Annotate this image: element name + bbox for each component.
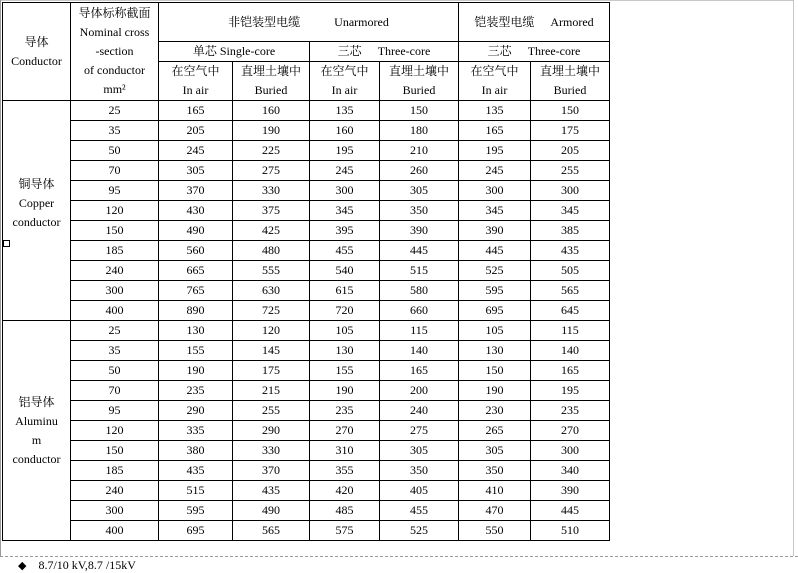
ampacity-cell: 300 xyxy=(531,441,610,461)
cross-section-cell: 150 xyxy=(71,441,159,461)
cross-section-cell: 400 xyxy=(71,521,159,541)
ampacity-cell: 720 xyxy=(310,301,380,321)
three-core-unarmored-zh: 三芯 xyxy=(337,44,362,58)
ampacity-cell: 505 xyxy=(531,261,610,281)
cross-section-cell: 35 xyxy=(71,121,159,141)
section-header-en-2: -section xyxy=(95,44,134,58)
cross-section-cell: 50 xyxy=(71,141,159,161)
table-row xyxy=(3,201,610,221)
ampacity-cell: 725 xyxy=(233,301,310,321)
ampacity-cell: 890 xyxy=(159,301,233,321)
buried-en: Buried xyxy=(254,83,288,97)
ampacity-cell: 555 xyxy=(233,261,310,281)
page-frame-top xyxy=(0,0,794,1)
table-row xyxy=(3,281,610,301)
in-air-header-1 xyxy=(159,62,233,101)
ampacity-cell: 330 xyxy=(233,181,310,201)
three-core-unarmored-en: Three-core xyxy=(377,44,431,58)
ampacity-cell: 540 xyxy=(310,261,380,281)
ampacity-cell: 180 xyxy=(380,121,459,141)
in-air-en: In air xyxy=(481,83,508,97)
ampacity-cell: 345 xyxy=(531,201,610,221)
ampacity-cell: 195 xyxy=(459,141,531,161)
ampacity-cell: 565 xyxy=(233,521,310,541)
ampacity-cell: 190 xyxy=(159,361,233,381)
ampacity-cell: 260 xyxy=(380,161,459,181)
ampacity-cell: 140 xyxy=(531,341,610,361)
ampacity-cell: 435 xyxy=(159,461,233,481)
ampacity-cell: 575 xyxy=(310,521,380,541)
buried-zh: 直埋土壤中 xyxy=(388,64,449,78)
copper-label-line: conductor xyxy=(12,214,61,229)
single-core-zh: 单芯 xyxy=(192,44,217,58)
aluminum-label-line: m xyxy=(31,432,42,447)
armored-header-zh: 铠装型电缆 xyxy=(474,14,535,29)
ampacity-cell: 380 xyxy=(159,441,233,461)
in-air-zh: 在空气中 xyxy=(320,64,369,78)
ampacity-cell: 115 xyxy=(380,321,459,341)
cross-section-cell: 25 xyxy=(71,101,159,121)
single-core-header xyxy=(159,42,310,62)
ampacity-cell: 355 xyxy=(310,461,380,481)
ampacity-cell: 205 xyxy=(159,121,233,141)
cross-section-cell: 120 xyxy=(71,201,159,221)
ampacity-cell: 425 xyxy=(233,221,310,241)
single-core-en: Single-core xyxy=(219,44,276,58)
ampacity-cell: 550 xyxy=(459,521,531,541)
ampacity-cell: 445 xyxy=(459,241,531,261)
buried-en: Buried xyxy=(553,83,587,97)
armored-header-en: Armored xyxy=(550,14,594,29)
cross-section-cell: 240 xyxy=(71,481,159,501)
ampacity-cell: 255 xyxy=(531,161,610,181)
ampacity-cell: 105 xyxy=(459,321,531,341)
table-row xyxy=(3,321,610,341)
buried-zh: 直埋土壤中 xyxy=(240,64,301,78)
table-row xyxy=(3,261,610,281)
aluminum-label-line: Aluminu xyxy=(15,413,58,428)
buried-header-1 xyxy=(233,62,310,101)
ampacity-cell: 175 xyxy=(233,361,310,381)
ampacity-cell: 695 xyxy=(159,521,233,541)
in-air-header-3 xyxy=(459,62,531,101)
copper-conductor-label xyxy=(3,101,71,321)
buried-header-3 xyxy=(531,62,610,101)
table-row xyxy=(3,341,610,361)
section-header-en-1: Nominal cross xyxy=(79,25,150,39)
conductor-header-en: Conductor xyxy=(11,53,62,68)
diamond-bullet-icon: ◆ xyxy=(18,560,27,572)
ampacity-cell: 395 xyxy=(310,221,380,241)
table-row xyxy=(3,221,610,241)
ampacity-cell: 305 xyxy=(459,441,531,461)
ampacity-cell: 435 xyxy=(233,481,310,501)
in-air-en: In air xyxy=(182,83,209,97)
ampacity-cell: 225 xyxy=(233,141,310,161)
table-row xyxy=(3,161,610,181)
ampacity-cell: 150 xyxy=(459,361,531,381)
copper-label-line: 铜导体 xyxy=(18,176,55,191)
ampacity-cell: 515 xyxy=(159,481,233,501)
ampacity-cell: 455 xyxy=(310,241,380,261)
ampacity-cell: 195 xyxy=(531,381,610,401)
ampacity-cell: 485 xyxy=(310,501,380,521)
ampacity-cell: 560 xyxy=(159,241,233,261)
ampacity-cell: 515 xyxy=(380,261,459,281)
table-row xyxy=(3,401,610,421)
table-row xyxy=(3,421,610,441)
in-air-zh: 在空气中 xyxy=(171,64,220,78)
cross-section-cell: 35 xyxy=(71,341,159,361)
ampacity-cell: 410 xyxy=(459,481,531,501)
cross-section-cell: 185 xyxy=(71,241,159,261)
ampacity-cell: 370 xyxy=(233,461,310,481)
ampacity-cell: 375 xyxy=(233,201,310,221)
ampacity-cell: 215 xyxy=(233,381,310,401)
ampacity-cell: 270 xyxy=(310,421,380,441)
in-air-en: In air xyxy=(331,83,358,97)
ampacity-cell: 345 xyxy=(459,201,531,221)
ampacity-cell: 200 xyxy=(380,381,459,401)
cross-section-cell: 185 xyxy=(71,461,159,481)
ampacity-cell: 660 xyxy=(380,301,459,321)
ampacity-cell: 245 xyxy=(310,161,380,181)
table-row xyxy=(3,441,610,461)
ampacity-cell: 275 xyxy=(233,161,310,181)
ampacity-cell: 445 xyxy=(531,501,610,521)
ampacity-cell: 430 xyxy=(159,201,233,221)
ampacity-cell: 165 xyxy=(459,121,531,141)
table-row xyxy=(3,461,610,481)
ampacity-cell: 165 xyxy=(531,361,610,381)
section-header-en-3: of conductor xyxy=(84,63,145,77)
ampacity-cell: 695 xyxy=(459,301,531,321)
ampacity-cell: 190 xyxy=(310,381,380,401)
cross-section-cell: 70 xyxy=(71,381,159,401)
ampacity-cell: 245 xyxy=(159,141,233,161)
ampacity-cell: 390 xyxy=(531,481,610,501)
cross-section-cell: 240 xyxy=(71,261,159,281)
ampacity-cell: 210 xyxy=(380,141,459,161)
table-row xyxy=(3,181,610,201)
ampacity-cell: 525 xyxy=(459,261,531,281)
ampacity-cell: 645 xyxy=(531,301,610,321)
ampacity-cell: 275 xyxy=(380,421,459,441)
conductor-header-zh: 导体 xyxy=(24,34,49,49)
table-row xyxy=(3,501,610,521)
ampacity-cell: 235 xyxy=(531,401,610,421)
cross-section-cell: 95 xyxy=(71,181,159,201)
ampacity-cell: 350 xyxy=(459,461,531,481)
ampacity-cell: 255 xyxy=(233,401,310,421)
unarmored-header-zh: 非铠装型电缆 xyxy=(228,14,301,29)
table-row xyxy=(3,121,610,141)
ampacity-cell: 155 xyxy=(310,361,380,381)
ampacity-cell: 150 xyxy=(380,101,459,121)
ampacity-cell: 665 xyxy=(159,261,233,281)
table-row xyxy=(3,301,610,321)
ampacity-cell: 405 xyxy=(380,481,459,501)
three-core-armored-zh: 三芯 xyxy=(487,44,512,58)
table-row xyxy=(3,101,610,121)
ampacity-cell: 245 xyxy=(459,161,531,181)
cross-section-cell: 70 xyxy=(71,161,159,181)
ampacity-cell: 105 xyxy=(310,321,380,341)
cross-section-cell: 50 xyxy=(71,361,159,381)
ampacity-cell: 160 xyxy=(310,121,380,141)
ampacity-cell: 265 xyxy=(459,421,531,441)
ampacity-cell: 135 xyxy=(459,101,531,121)
ampacity-cell: 300 xyxy=(531,181,610,201)
ampacity-cell: 165 xyxy=(159,101,233,121)
ampacity-cell: 240 xyxy=(380,401,459,421)
ampacity-cell: 150 xyxy=(531,101,610,121)
ampacity-cell: 290 xyxy=(159,401,233,421)
three-core-unarmored-header xyxy=(310,42,459,62)
ampacity-cell: 230 xyxy=(459,401,531,421)
section-header xyxy=(71,3,159,101)
ampacity-cell: 340 xyxy=(531,461,610,481)
cross-section-cell: 25 xyxy=(71,321,159,341)
page-frame-right xyxy=(793,0,794,556)
header-row-1 xyxy=(3,3,610,42)
buried-header-2 xyxy=(380,62,459,101)
ampacity-cell: 480 xyxy=(233,241,310,261)
buried-zh: 直埋土壤中 xyxy=(539,64,600,78)
ampacity-cell: 195 xyxy=(310,141,380,161)
ampacity-cell: 160 xyxy=(233,101,310,121)
cross-section-cell: 95 xyxy=(71,401,159,421)
ampacity-cell: 370 xyxy=(159,181,233,201)
ampacity-cell: 510 xyxy=(531,521,610,541)
ampacity-cell: 290 xyxy=(233,421,310,441)
section-header-unit: mm² xyxy=(103,82,126,96)
ampacity-cell: 595 xyxy=(159,501,233,521)
cross-section-cell: 400 xyxy=(71,301,159,321)
small-square-marker-icon xyxy=(3,240,10,247)
ampacity-cell: 345 xyxy=(310,201,380,221)
buried-en: Buried xyxy=(402,83,436,97)
ampacity-cell: 190 xyxy=(233,121,310,141)
ampacity-cell: 205 xyxy=(531,141,610,161)
ampacity-cell: 390 xyxy=(380,221,459,241)
ampacity-cell: 490 xyxy=(233,501,310,521)
table-row xyxy=(3,141,610,161)
three-core-armored-header xyxy=(459,42,610,62)
ampacity-cell: 455 xyxy=(380,501,459,521)
table-row xyxy=(3,241,610,261)
current-capacity-table xyxy=(2,2,610,541)
ampacity-cell: 350 xyxy=(380,201,459,221)
ampacity-cell: 130 xyxy=(159,321,233,341)
ampacity-cell: 335 xyxy=(159,421,233,441)
ampacity-cell: 615 xyxy=(310,281,380,301)
ampacity-cell: 580 xyxy=(380,281,459,301)
aluminum-label-line: conductor xyxy=(12,451,61,466)
ampacity-cell: 175 xyxy=(531,121,610,141)
cross-section-cell: 150 xyxy=(71,221,159,241)
ampacity-cell: 120 xyxy=(233,321,310,341)
ampacity-cell: 135 xyxy=(310,101,380,121)
ampacity-cell: 420 xyxy=(310,481,380,501)
section-header-zh: 导体标称截面 xyxy=(78,6,151,20)
ampacity-cell: 435 xyxy=(531,241,610,261)
ampacity-cell: 235 xyxy=(310,401,380,421)
voltage-note xyxy=(18,558,136,573)
ampacity-cell: 190 xyxy=(459,381,531,401)
ampacity-cell: 140 xyxy=(380,341,459,361)
ampacity-cell: 130 xyxy=(459,341,531,361)
unarmored-header-en: Unarmored xyxy=(334,14,389,29)
ampacity-cell: 350 xyxy=(380,461,459,481)
table-row xyxy=(3,481,610,501)
page-break-line xyxy=(0,556,798,557)
ampacity-cell: 490 xyxy=(159,221,233,241)
ampacity-cell: 330 xyxy=(233,441,310,461)
ampacity-cell: 130 xyxy=(310,341,380,361)
ampacity-cell: 235 xyxy=(159,381,233,401)
table-row xyxy=(3,381,610,401)
ampacity-cell: 630 xyxy=(233,281,310,301)
in-air-zh: 在空气中 xyxy=(470,64,519,78)
table-row xyxy=(3,521,610,541)
voltage-note-text: 8.7/10 kV,8.7 /15kV xyxy=(38,558,136,572)
ampacity-cell: 385 xyxy=(531,221,610,241)
armored-header xyxy=(459,3,610,42)
ampacity-cell: 445 xyxy=(380,241,459,261)
ampacity-cell: 270 xyxy=(531,421,610,441)
cross-section-cell: 300 xyxy=(71,501,159,521)
ampacity-cell: 300 xyxy=(310,181,380,201)
ampacity-cell: 390 xyxy=(459,221,531,241)
ampacity-cell: 765 xyxy=(159,281,233,301)
ampacity-cell: 115 xyxy=(531,321,610,341)
ampacity-cell: 525 xyxy=(380,521,459,541)
ampacity-cell: 595 xyxy=(459,281,531,301)
in-air-header-2 xyxy=(310,62,380,101)
ampacity-cell: 305 xyxy=(380,181,459,201)
three-core-armored-en: Three-core xyxy=(527,44,581,58)
ampacity-cell: 155 xyxy=(159,341,233,361)
cross-section-cell: 120 xyxy=(71,421,159,441)
aluminum-label-line: 铝导体 xyxy=(18,394,55,409)
ampacity-cell: 310 xyxy=(310,441,380,461)
ampacity-cell: 470 xyxy=(459,501,531,521)
page-frame-left xyxy=(0,0,1,556)
ampacity-cell: 565 xyxy=(531,281,610,301)
aluminum-conductor-label xyxy=(3,321,71,541)
ampacity-cell: 305 xyxy=(380,441,459,461)
cross-section-cell: 300 xyxy=(71,281,159,301)
ampacity-cell: 305 xyxy=(159,161,233,181)
ampacity-cell: 165 xyxy=(380,361,459,381)
unarmored-header xyxy=(159,3,459,42)
ampacity-cell: 145 xyxy=(233,341,310,361)
table-row xyxy=(3,361,610,381)
conductor-header xyxy=(3,3,71,101)
copper-label-line: Copper xyxy=(18,195,55,210)
ampacity-cell: 300 xyxy=(459,181,531,201)
